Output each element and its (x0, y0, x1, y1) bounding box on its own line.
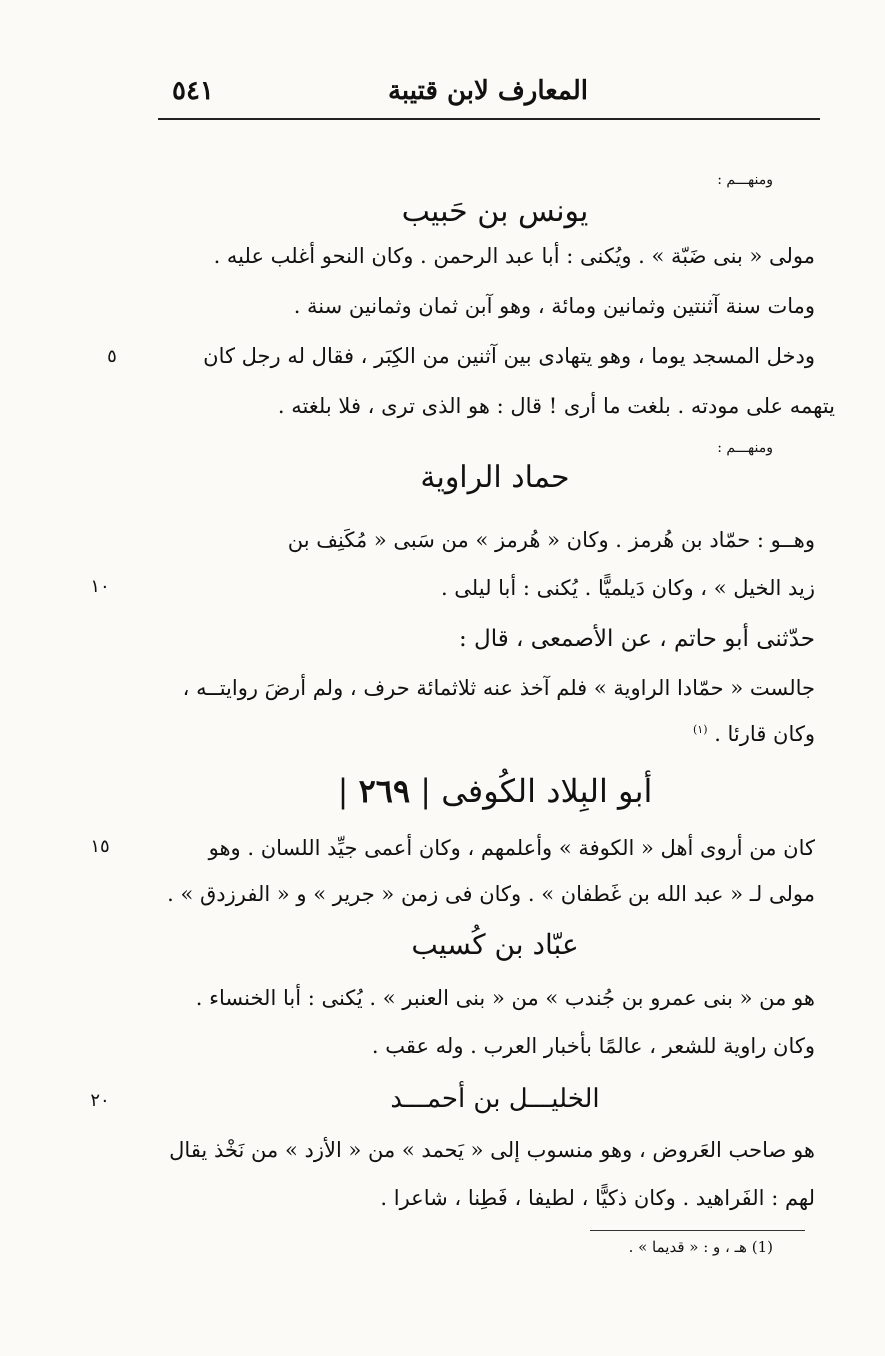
section-intro: ومنهـــم : (717, 440, 773, 456)
paragraph-line: جالست « حمّادا الراوية » فلم آخذ عنه ثلاثمائة حرف ، ولم أرضَ روايتــه ، (182, 676, 815, 700)
line-number: ١٥ (90, 836, 110, 857)
entry-heading: الخليـــل بن أحمـــد (390, 1084, 600, 1114)
line-number: ١٠ (90, 576, 110, 597)
paragraph-line: لهم : الفَراهيد . وكان ذكيًّا ، لطيفا ، فَطِنا ، شاعرا . (380, 1186, 815, 1210)
footnote: (1) هـ ، و : « قديما » . (628, 1238, 773, 1256)
footnote-rule (590, 1230, 805, 1231)
line-number: ٢٠ (90, 1090, 110, 1111)
line-number: ٥ (107, 346, 117, 367)
header-rule (158, 118, 820, 120)
paragraph-line: وكان راوية للشعر ، عالمًا بأخبار العرب . وله عقب . (371, 1034, 815, 1058)
entry-heading: عبّاد بن كُسيب (411, 928, 579, 961)
paragraph-line: مولى « بنى ضَبّة » . ويُكنى : أبا عبد الرحمن . وكان النحو أغلب عليه . (213, 244, 815, 268)
paragraph-line: وهــو : حمّاد بن هُرمز . وكان « هُرمز » من سَبى « مُكَنِف بن (287, 528, 815, 552)
paragraph-line: ومات سنة آثنتين وثمانين ومائة ، وهو آبن ثمان وثمانين سنة . (293, 294, 815, 318)
paragraph-line: حدّثنى أبو حاتم ، عن الأصمعى ، قال : (458, 626, 815, 652)
heading-separator: | (337, 772, 349, 810)
paragraph-text: وكان قارئا . (714, 722, 815, 746)
page-number: ٥٤١ (172, 76, 214, 106)
paragraph-line: مولى لـ « عبد الله بن غَطفان » . وكان فى زمن « جرير » و « الفرزدق » . (167, 882, 815, 906)
entry-heading: حماد الراوية (420, 460, 570, 495)
section-intro: ومنهـــم : (717, 172, 773, 188)
paragraph-line: زيد الخيل » ، وكان دَيلميًّا . يُكنى : أبا ليلى . (440, 576, 815, 600)
entry-heading-text: أبو البِلاد الكُوفى (441, 772, 653, 810)
paragraph-line: ودخل المسجد يوما ، وهو يتهادى بين آثنين من الكِبَر ، فقال له رجل كان (203, 344, 815, 368)
entry-heading: يونس بن حَبيب (401, 194, 589, 229)
footnote-marker: (١) (692, 723, 708, 736)
paragraph-line: كان من أروى أهل « الكوفة » وأعلمهم ، وكان أعمى جيِّد اللسان . وهو (208, 836, 815, 860)
heading-separator: | (410, 772, 432, 810)
paragraph-line: هو من « بنى عمرو بن جُندب » من « بنى العنبر » . يُكنى : أبا الخنساء . (195, 986, 815, 1010)
running-title: المعارف لابن قتيبة (387, 76, 588, 106)
page-header (158, 72, 818, 116)
paragraph-line: يتهمه على مودته . بلغت ما أرى ! قال : هو الذى ترى ، فلا بلغته . (277, 394, 835, 418)
paragraph-line: هو صاحب العَروض ، وهو منسوب إلى « يَحمد » من « الأزد » من نَخْذ يقال (169, 1138, 815, 1162)
entry-number: ٢٦٩ (358, 772, 411, 810)
entry-heading (170, 772, 820, 810)
paragraph-line (165, 722, 815, 746)
